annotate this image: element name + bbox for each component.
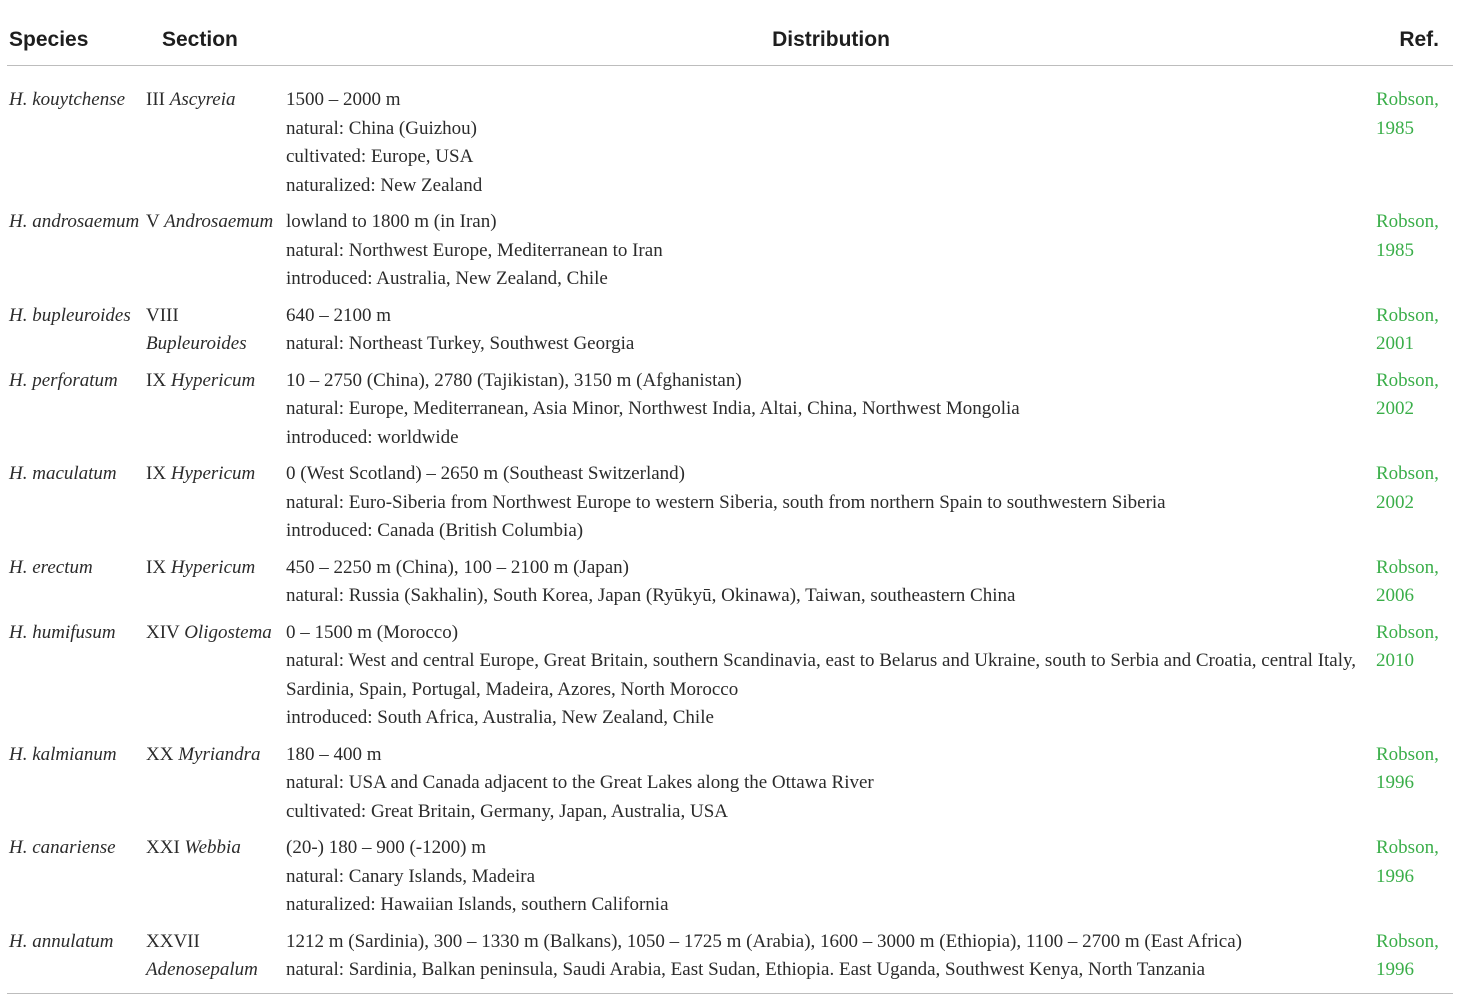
section-number: III [146,89,165,110]
reference-link[interactable]: Robson, 1985 [1376,89,1439,139]
table-row [7,554,1453,619]
section-number: VIII [146,304,179,326]
section-cell [144,928,284,994]
species-cell: H. humifusum [9,621,116,643]
distribution-line: 1212 m (Sardinia), 300 – 1330 m (Balkans), 1050 – 1725 m (Arabia), 1600 – 3000 m (Ethiopia), 1100 – 2700 m (East Africa) [286,930,1242,952]
table-row [7,741,1453,835]
reference-link[interactable]: Robson, 1996 [1376,928,1453,994]
distribution-line: cultivated: Great Britain, Germany, Japan, Australia, USA [286,800,728,822]
section-number: XXI [146,837,180,858]
reference-link[interactable]: Robson, 1996 [1376,743,1439,793]
section-number: IX [146,463,167,484]
reference-link[interactable]: Robson, 2002 [1376,463,1439,513]
table-row [7,460,1453,554]
distribution-line: introduced: Canada (British Columbia) [286,520,584,541]
table-row [7,302,1453,367]
species-distribution-table [7,0,1453,994]
header-row [7,0,1453,66]
table-row [7,66,1453,209]
header-distribution: Distribution [284,0,1376,66]
distribution-cell [284,460,1376,554]
distribution-line: 640 – 2100 m [286,304,392,326]
distribution-line: naturalized: Hawaiian Islands, southern California [286,894,669,915]
header-section: Section [144,0,284,66]
distribution-line: introduced: South Africa, Australia, New Zealand, Chile [286,707,714,728]
species-cell: H. androsaemum [9,211,140,232]
distribution-line: natural: Northeast Turkey, Southwest Georgia [286,333,635,354]
section-name: Hypericum [170,463,256,484]
distribution-line: cultivated: Europe, USA [286,146,474,167]
distribution-line: natural: West and central Europe, Great Britain, southern Scandinavia, east to Belarus and Ukraine, south to Serbia and Croatia, central Italy, Sardinia, Spain, Portugal, Madeira, Azores, North Morocco [286,650,1357,700]
species-cell: H. maculatum [9,463,117,484]
distribution-line: natural: Euro-Siberia from Northwest Europe to western Siberia, south from northern Spain to southwestern Siberia [286,491,1166,513]
distribution-line: natural: USA and Canada adjacent to the Great Lakes along the Ottawa River [286,772,874,793]
section-name: Adenosepalum [146,959,258,980]
section-cell [144,554,284,619]
distribution-line: natural: Europe, Mediterranean, Asia Minor, Northwest India, Altai, China, Northwest Mongolia [286,398,1020,419]
table-row [7,928,1453,994]
reference-link[interactable]: Robson, 2002 [1376,369,1439,419]
table-row [7,619,1453,741]
distribution-line: 10 – 2750 (China), 2780 (Tajikistan), 3150 m (Afghanistan) [286,369,742,391]
distribution-cell [284,66,1376,209]
header-ref: Ref. [1376,0,1453,66]
section-cell [144,619,284,741]
section-number: V [146,211,160,232]
distribution-line: 1500 – 2000 m [286,89,401,110]
distribution-line: 0 (West Scotland) – 2650 m (Southeast Switzerland) [286,463,685,484]
section-cell [144,208,284,302]
distribution-cell [284,367,1376,461]
section-cell [144,66,284,209]
section-cell [144,741,284,835]
species-cell: H. canariense [9,837,116,858]
header-species: Species [7,0,144,66]
section-name: Androsaemum [164,211,274,232]
section-cell [144,834,284,928]
distribution-line: 450 – 2250 m (China), 100 – 2100 m (Japan) [286,556,630,578]
section-cell [144,302,284,367]
reference-link[interactable]: Robson, 2006 [1376,556,1439,606]
section-number: IX [146,556,167,578]
section-number: XIV [146,621,180,643]
reference-link[interactable]: Robson, 2010 [1376,621,1439,671]
species-cell: H. bupleuroides [9,304,131,326]
distribution-line: naturalized: New Zealand [286,174,483,196]
section-name: Hypericum [170,556,256,578]
section-name: Webbia [184,837,241,858]
distribution-cell [284,208,1376,302]
table-row [7,367,1453,461]
distribution-line: natural: Russia (Sakhalin), South Korea, Japan (Ryūkyū, Okinawa), Taiwan, southeastern China [286,585,1016,606]
distribution-cell [284,302,1376,367]
section-name: Myriandra [178,743,261,765]
distribution-cell [284,619,1376,741]
table-body [7,66,1453,994]
species-cell: H. erectum [9,556,93,578]
reference-link[interactable]: Robson, 1996 [1376,837,1439,887]
distribution-cell [284,554,1376,619]
distribution-line: natural: Northwest Europe, Mediterranean to Iran [286,239,663,261]
distribution-line: introduced: worldwide [286,426,459,448]
section-cell [144,367,284,461]
reference-link[interactable]: Robson, 2001 [1376,304,1439,354]
section-name: Bupleuroides [146,333,247,354]
species-cell: H. annulatum [7,928,144,994]
distribution-line: 0 – 1500 m (Morocco) [286,621,459,643]
distribution-line: natural: China (Guizhou) [286,117,478,139]
distribution-cell [284,928,1376,994]
distribution-line: natural: Sardinia, Balkan peninsula, Saudi Arabia, East Sudan, Ethiopia. East Uganda, Southwest Kenya, North Tanzania [286,959,1206,980]
section-name: Hypericum [170,369,256,391]
section-name: Ascyreia [169,89,236,110]
species-cell: H. kouytchense [9,89,126,110]
section-number: XXVII [146,930,200,952]
distribution-line: lowland to 1800 m (in Iran) [286,211,497,232]
distribution-line: natural: Canary Islands, Madeira [286,865,536,887]
section-number: XX [146,743,174,765]
table-row [7,834,1453,928]
distribution-line: (20-) 180 – 900 (-1200) m [286,837,486,858]
distribution-line: introduced: Australia, New Zealand, Chile [286,268,608,289]
table-row [7,208,1453,302]
reference-link[interactable]: Robson, 1985 [1376,211,1439,261]
section-number: IX [146,369,167,391]
distribution-cell [284,741,1376,835]
distribution-line: 180 – 400 m [286,743,382,765]
species-cell: H. perforatum [9,369,118,391]
section-name: Oligostema [184,621,272,643]
distribution-cell [284,834,1376,928]
section-cell [144,460,284,554]
species-cell: H. kalmianum [9,743,117,765]
